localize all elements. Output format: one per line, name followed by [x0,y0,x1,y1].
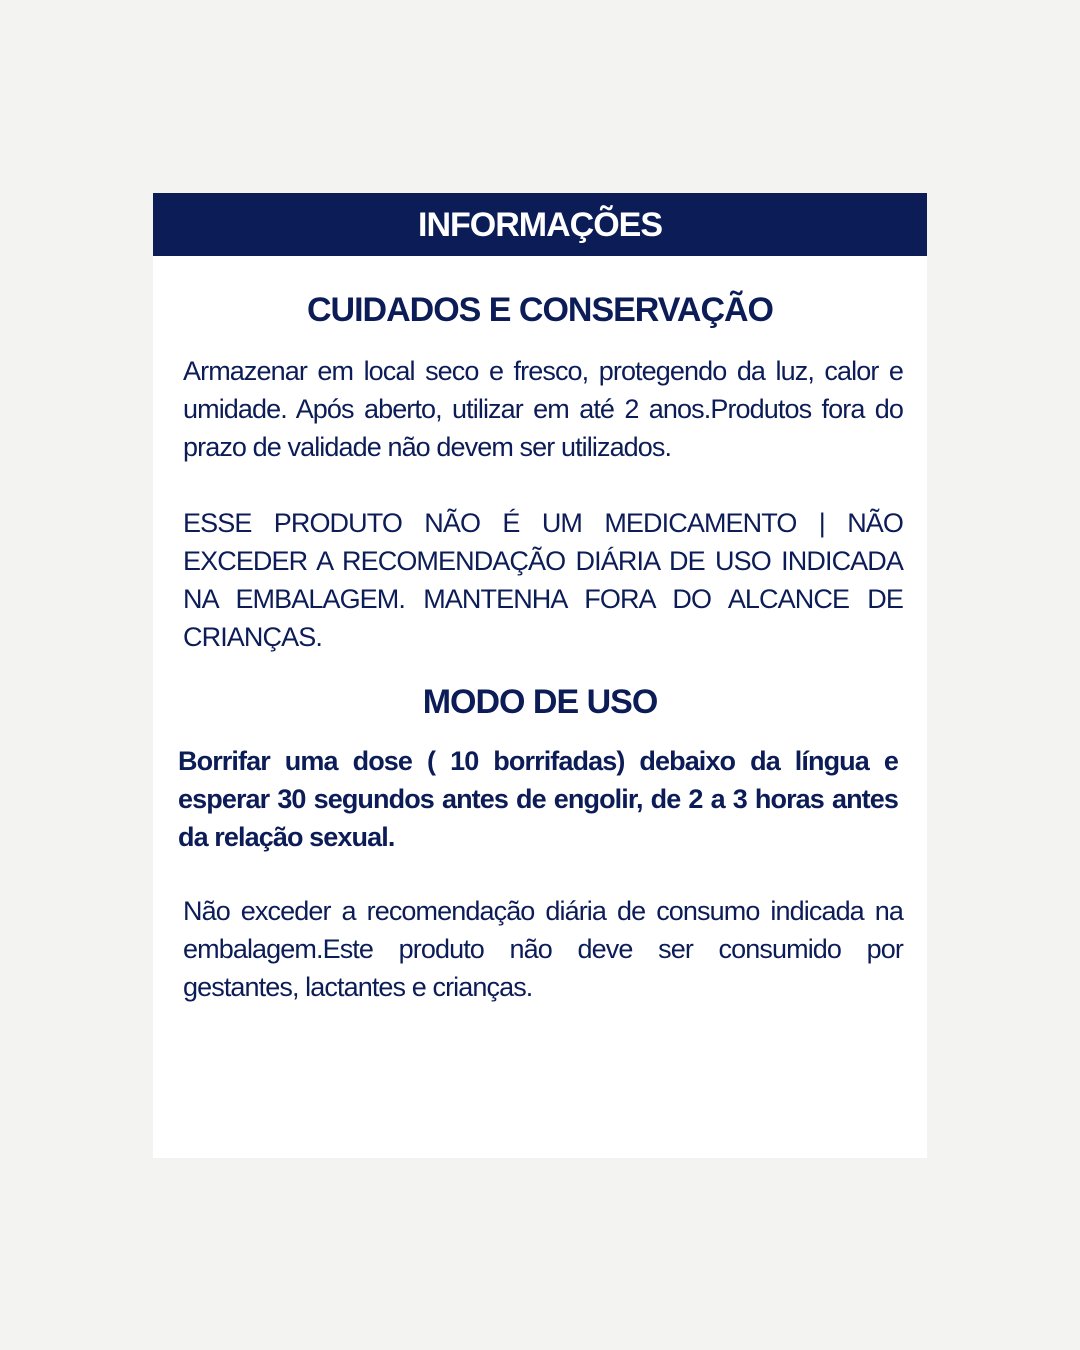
header-banner [153,193,927,256]
banner-title: INFORMAÇÕES [418,205,662,244]
storage-paragraph: Armazenar em local seco e fresco, protegendo da luz, calor e umidade. Após aberto, utilizar em até 2 anos.Produtos fora do prazo de validade não devem ser utilizados. [183,356,903,462]
consumption-notice-paragraph: Não exceder a recomendação diária de consumo indicada na embalagem.Este produto não deve ser consumido por gestantes, lactantes e crianças. [183,896,903,1002]
usage-instructions-paragraph: Borrifar uma dose ( 10 borrifadas) debaixo da língua e esperar 30 segundos antes de engolir, de 2 a 3 horas antes da relação sexual. [178,746,898,852]
usage-section-title: MODO DE USO [422,683,658,721]
warning-paragraph: ESSE PRODUTO NÃO É UM MEDICAMENTO | NÃO EXCEDER A RECOMENDAÇÃO DIÁRIA DE USO INDICADA NA EMBALAGEM. MANTENHA FORA DO ALCANCE DE CRIANÇAS. [183,508,903,652]
care-section-title: CUIDADOS E CONSERVAÇÃO [306,291,774,329]
info-card [153,193,927,1158]
